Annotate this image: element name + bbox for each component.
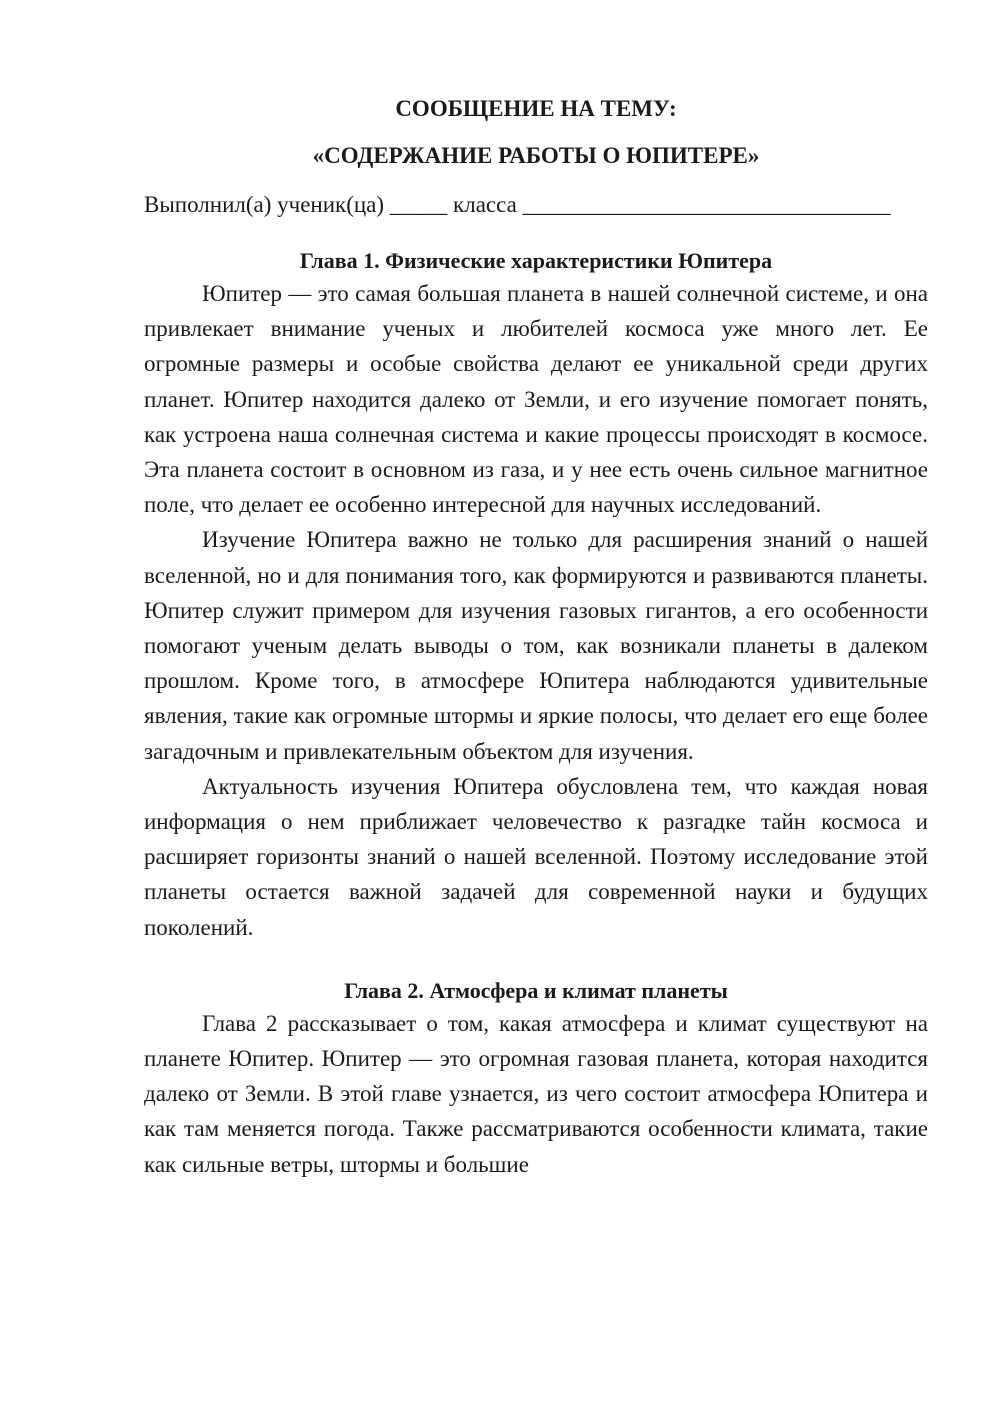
chapter-1-heading: Глава 1. Физические характеристики Юпитера xyxy=(299,248,773,273)
chapter-1-paragraph-2: Изучение Юпитера важно не только для расширения знаний о нашей вселенной, но и для понимания того, как формируются и развиваются планеты. Юпитер служит примером для изучения газовых гигантов, а его особенности помогают ученым делать выводы о том, как возникали планеты в далеком прошлом. Кроме того, в атмосфере Юпитера наблюдаются удивительные явления, такие как огромные штормы и яркие полосы, что делает его еще более загадочным и привлекательным объектом для изучения. xyxy=(144,527,928,764)
document-title-line-1: СООБЩЕНИЕ НА ТЕМУ: xyxy=(395,96,677,121)
chapter-2-paragraph-1: Глава 2 рассказывает о том, какая атмосфера и климат существуют на планете Юпитер. Юпитер — это огромная газовая планета, которая находится далеко от Земли. В этой главе узнается, из чего состоит атмосфера Юпитера и как там меняется погода. Также рассматриваются особенности климата, такие как сильные ветры, штормы и большие xyxy=(144,1010,928,1177)
document-page xyxy=(144,94,928,1182)
chapter-2-heading: Глава 2. Атмосфера и климат планеты xyxy=(344,977,728,1003)
author-line: Выполнил(а) ученик(ца) _____ класса ________________________________ xyxy=(144,192,891,217)
chapter-1-paragraph-3: Актуальность изучения Юпитера обусловлена тем, что каждая новая информация о нем приближает человечество к разгадке тайн космоса и расширяет горизонты знаний о нашей вселенной. Поэтому исследование этой планеты остается важной задачей для современной науки и будущих поколений. xyxy=(144,773,928,940)
document-title-line-2: «СОДЕРЖАНИЕ РАБОТЫ О ЮПИТЕРЕ» xyxy=(312,143,760,168)
chapter-1-paragraph-1: Юпитер — это самая большая планета в нашей солнечной системе, и она привлекает внимание ученых и любителей космоса уже много лет. Ее огромные размеры и особые свойства делают ее уникальной среди других планет. Юпитер находится далеко от Земли, и его изучение помогает понять, как устроена наша солнечная система и какие процессы происходят в космосе. Эта планета состоит в основном из газа, и у нее есть очень сильное магнитное поле, что делает ее особенно интересной для научных исследований. xyxy=(144,281,928,518)
